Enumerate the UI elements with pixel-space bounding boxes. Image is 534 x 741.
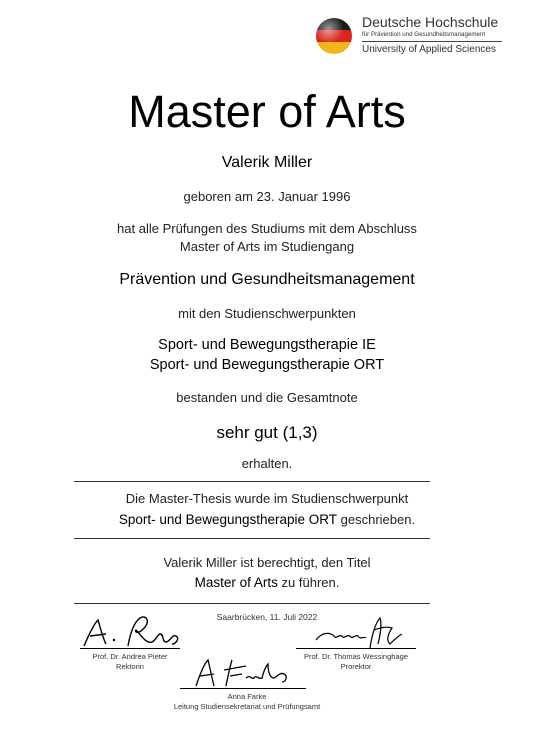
logo-subtitle: für Prävention und Gesundheitsmanagement [362, 31, 486, 38]
graduate-name: Valerik Miller [221, 154, 313, 171]
divider-top [74, 481, 430, 482]
signature-line-right [296, 648, 416, 649]
signature-bottom-image [190, 656, 300, 690]
passed-line-1: hat alle Prüfungen des Studiums mit dem Abschluss [117, 221, 417, 236]
received-text: erhalten. [241, 456, 293, 471]
signatory-bottom-name: Anna Farke [227, 692, 267, 701]
logo-english-name: University of Applied Sciences [362, 44, 496, 55]
program-name: Prävention und Gesundheitsmanagement [119, 271, 415, 288]
focus-area-2: Sport- und Bewegungstherapie ORT [149, 357, 385, 373]
signatory-left-name: Prof. Dr. Andrea Pieter [92, 652, 168, 661]
signature-line-left [80, 648, 180, 649]
degree-heading: Master of Arts [128, 86, 406, 137]
logo-title: Deutsche Hochschule [362, 14, 499, 30]
passed-line-2: Master of Arts im Studiengang [179, 239, 355, 254]
signature-line-bottom [180, 688, 306, 689]
signatory-left-role: Rektorin [116, 662, 144, 671]
logo-divider [362, 41, 502, 42]
divider-middle [74, 538, 430, 539]
focus-area-1: Sport- und Bewegungstherapie IE [158, 337, 376, 353]
signatory-bottom-role: Leitung Studiensekretariat und Prüfungsamt [173, 702, 321, 711]
final-grade: sehr gut (1,3) [216, 423, 318, 442]
university-logo [314, 14, 524, 64]
signature-right-image [314, 614, 414, 652]
title-right-line-1: Valerik Miller ist berechtigt, den Titel [163, 555, 371, 570]
thesis-suffix: geschrieben. [337, 512, 416, 527]
thesis-line-2 [0, 510, 534, 529]
signatory-right-role: Prorektor [340, 662, 372, 671]
thesis-focus: Sport- und Bewegungstherapie ORT [118, 512, 338, 527]
logo-sphere-icon [314, 16, 354, 56]
focus-intro: mit den Studienschwerpunkten [178, 306, 356, 321]
title-right-suffix: zu führen. [277, 575, 340, 590]
thesis-line-1: Die Master-Thesis wurde im Studienschwerpunkt [125, 491, 409, 506]
title-right-line-2 [0, 573, 534, 592]
place-date: Saarbrücken, 11. Juli 2022 [216, 612, 318, 622]
grade-intro: bestanden und die Gesamtnote [176, 390, 358, 405]
title-right-degree: Master of Arts [194, 575, 278, 590]
signature-left-image [80, 612, 184, 652]
signatory-right-name: Prof. Dr. Thomas Wessinghage [304, 652, 408, 661]
birth-date: geboren am 23. Januar 1996 [183, 189, 351, 204]
divider-bottom [74, 603, 430, 604]
